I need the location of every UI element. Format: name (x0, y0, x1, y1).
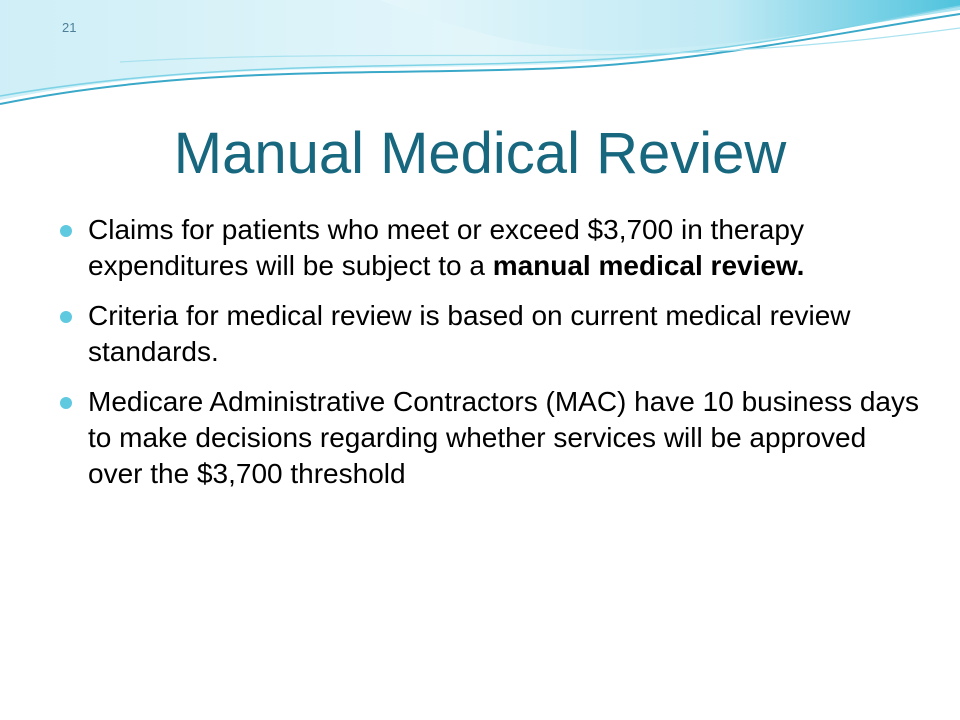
header-wave-decoration (0, 0, 960, 120)
slide-title: Manual Medical Review (173, 121, 787, 186)
bullet-dot-icon (60, 311, 72, 323)
bullet-text: Claims for patients who meet or exceed $3,700 in therapy expenditures will be subject to a (88, 214, 804, 281)
bullet-list (60, 212, 920, 506)
bullet-text: Criteria for medical review is based on current medical review standards. (88, 300, 851, 367)
bullet-dot-icon (60, 397, 72, 409)
bullet-item-criteria (60, 298, 920, 370)
bullet-item-claims (60, 212, 920, 284)
bullet-item-mac (60, 384, 920, 492)
bullet-text: Medicare Administrative Contractors (MAC) have 10 business days to make decisions regarding whether services will be approved over the $3,700 threshold (88, 386, 920, 489)
bullet-dot-icon (60, 225, 72, 237)
bullet-bold-text: manual medical review. (492, 250, 805, 281)
slide-number: 21 (62, 20, 77, 35)
